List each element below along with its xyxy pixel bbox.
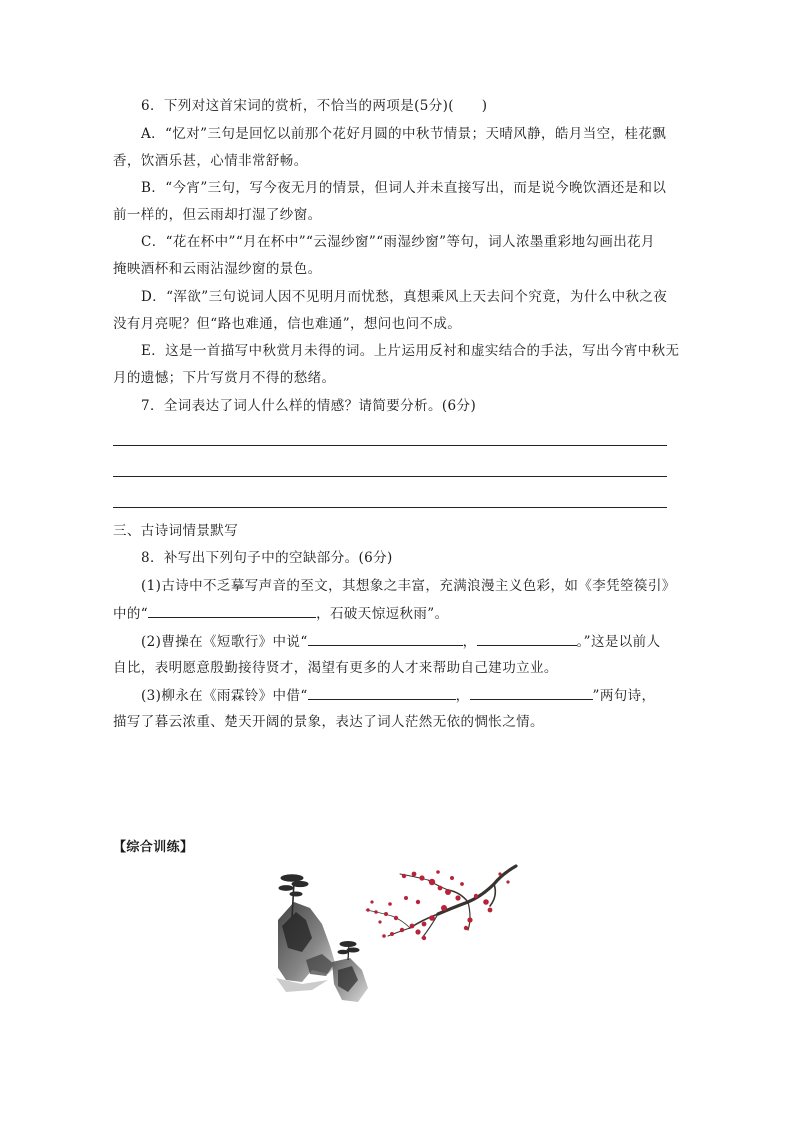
q6-option-c-line1: C．“花在杯中”“月在杯中”“云湿纱窗”“雨湿纱窗”等句，词人浓墨重彩地勾画出花月	[141, 234, 655, 250]
section3-heading: 三、古诗词情景默写	[113, 523, 239, 539]
q8-part1-line2	[113, 603, 449, 624]
q8-blank-1[interactable]	[148, 603, 316, 618]
q8-part1-suffix: ，石破天惊逗秋雨”。	[316, 606, 449, 622]
q8-part2-sep: ，	[462, 634, 477, 650]
plum-blossom-icon	[366, 870, 509, 940]
q8-part1-line1: (1)古诗中不乏摹写声音的至文，其想象之丰富，充满浪漫主义色彩，如《李凭箜篌引》	[141, 578, 676, 594]
q8-part3-line1	[141, 685, 655, 706]
answer-line-2[interactable]	[113, 476, 667, 477]
q8-part1-prefix: 中的“	[113, 606, 149, 622]
answer-line-1[interactable]	[113, 445, 667, 446]
answer-line-3[interactable]	[113, 507, 667, 508]
q6-option-c-line2: 掩映酒杯和云雨沾湿纱窗的景色。	[113, 261, 322, 277]
q6-option-d-line1: D．“浑欲”三句说词人因不见明月而忧愁，真想乘风上天去问个究竟，为什么中秋之夜	[141, 289, 668, 305]
q7-stem: 7．全词表达了词人什么样的情感？请简要分析。(6分)	[141, 398, 477, 414]
q6-option-d-line2: 没有月亮呢？但“路也难通，信也难通”，想问也问不成。	[113, 316, 462, 332]
ink-wash-illustration	[272, 862, 522, 1007]
q8-blank-5[interactable]	[470, 685, 593, 700]
q8-part3-prefix: (3)柳永在《雨霖铃》中借“	[141, 688, 308, 704]
q8-blank-3[interactable]	[477, 631, 577, 646]
q8-part3-sep: ，	[455, 688, 470, 704]
q6-option-e-line2: 月的遗憾；下片写赏月不得的愁绪。	[113, 370, 336, 386]
q8-part3-line2: 描写了暮云浓重、楚天开阔的景象，表达了词人茫然无依的惆怅之情。	[113, 714, 544, 730]
q8-part2-prefix: (2)曹操在《短歌行》中说“	[141, 634, 308, 650]
q8-stem: 8．补写出下列句子中的空缺部分。(6分)	[141, 550, 393, 566]
q6-option-e-line1: E．这是一首描写中秋赏月未得的词。上片运用反衬和虚实结合的手法，写出今宵中秋无	[141, 343, 680, 359]
q8-blank-4[interactable]	[308, 685, 456, 700]
q8-part2-line1	[141, 631, 660, 652]
q8-part2-suffix: 。”这是以前人	[576, 634, 661, 650]
pine-tree-small-icon	[338, 942, 359, 961]
plum-branch-icon	[366, 866, 516, 938]
q8-part2-line2: 自比，表明愿意殷勤接待贤才，渴望有更多的人才来帮助自己建功立业。	[113, 660, 558, 676]
q8-part3-suffix: ”两句诗，	[592, 688, 656, 704]
q6-option-a-line2: 香，饮酒乐甚，心情非常舒畅。	[113, 153, 308, 169]
training-heading: 【综合训练】	[113, 840, 194, 855]
q6-stem: 6．下列对这首宋词的赏析，不恰当的两项是(5分)( )	[141, 98, 488, 114]
q8-blank-2[interactable]	[308, 631, 463, 646]
q6-option-b-line2: 前一样的，但云雨却打湿了纱窗。	[113, 207, 322, 223]
q6-option-a-line1: A．“忆对”三句是回忆以前那个花好月圆的中秋节情景；天晴风静，皓月当空，桂花飘	[141, 126, 667, 142]
q6-option-b-line1: B．“今宵”三句，写今夜无月的情景，但词人并未直接写出，而是说今晚饮酒还是和以	[141, 180, 667, 196]
